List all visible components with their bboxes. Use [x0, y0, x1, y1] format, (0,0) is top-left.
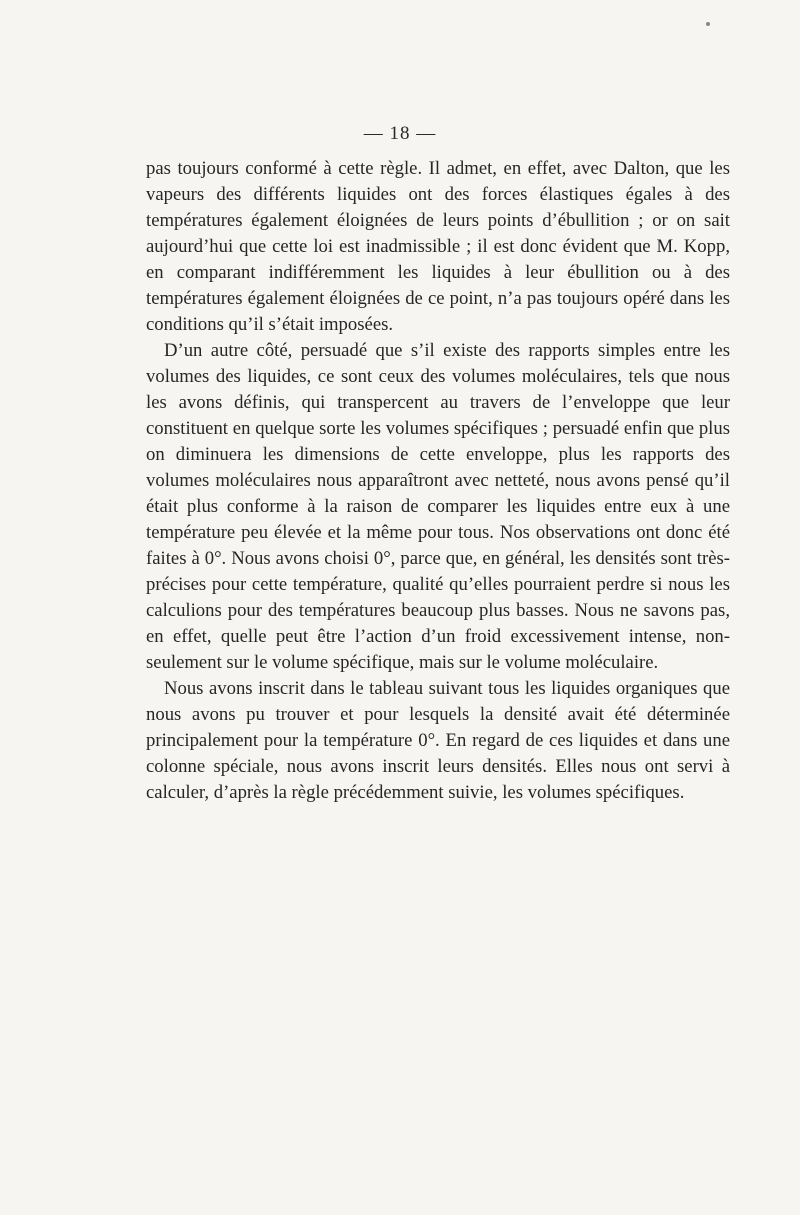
body-text — [146, 156, 730, 806]
paragraph-2: D’un autre côté, persuadé que s’il existe des rapports simples entre les volumes des liquides, ce sont ceux des volumes moléculaires, tels que nous les avons définis, qui transpercent au travers de l’enveloppe que leur constituent en quelque sorte les volumes spécifiques ; persuadé enfin que plus on diminuera les dimensions de cette enveloppe, plus les rapports des volumes moléculaires nous apparaîtront avec netteté, nous avons pensé qu’il était plus conforme à la raison de comparer les liquides entre eux à une température peu élevée et la même pour tous. Nos observations ont donc été faites à 0°. Nous avons choisi 0°, parce que, en général, les densités sont très-précises pour cette température, qualité qu’elles pourraient perdre si nous les calculions pour des températures beaucoup plus basses. Nous ne savons pas, en effet, quelle peut être l’action d’un froid excessivement intense, non-seulement sur le volume spécifique, mais sur le volume moléculaire. — [146, 340, 730, 673]
page-number: — 18 — — [363, 123, 437, 144]
paragraph-3: Nous avons inscrit dans le tableau suivant tous les liquides organiques que nous avons pu trouver et pour lesquels la densité avait été déterminée principalement pour la température 0°. En regard de ces liquides et dans une colonne spéciale, nous avons inscrit leurs densités. Elles nous ont servi à calculer, d’après la règle précédemment suivie, les volumes spécifiques. — [146, 678, 730, 803]
paper-speck — [706, 22, 710, 26]
paragraph-1: pas toujours conformé à cette règle. Il admet, en effet, avec Dalton, que les vapeurs des différents liquides ont des forces élastiques égales à des températures également éloignées de leurs points d’ébullition ; or on sait aujourd’hui que cette loi est inadmissible ; il est donc évident que M. Kopp, en comparant indifféremment les liquides à leur ébullition ou à des températures également éloignées de ce point, n’a pas toujours opéré dans les conditions qu’il s’était imposées. — [146, 158, 730, 335]
